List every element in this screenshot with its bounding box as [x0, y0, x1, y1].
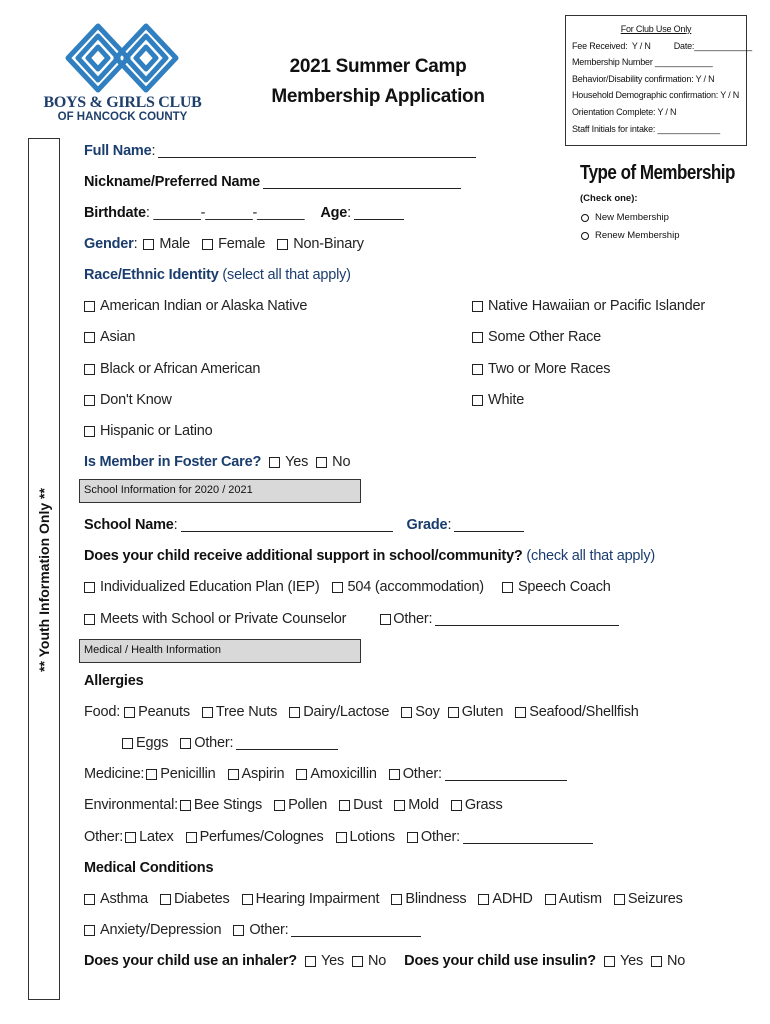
- check-one-note: (Check one):: [580, 193, 638, 204]
- school-name-label: School Name: [84, 517, 174, 533]
- race-option-left[interactable]: Black or African American: [84, 361, 260, 377]
- environmental-allergy-option[interactable]: Dust: [339, 797, 382, 813]
- club-logo-icon: [58, 18, 186, 98]
- race-option-left[interactable]: Hispanic or Latino: [84, 423, 212, 439]
- other-allergy-field[interactable]: [463, 831, 593, 844]
- food-allergy-row: [84, 704, 651, 720]
- checkbox-icon[interactable]: [228, 769, 239, 780]
- nickname-label: Nickname/Preferred Name: [84, 174, 260, 190]
- food-label: Food:: [84, 704, 121, 720]
- birthdate-row: Birthdate : ______-______-______ Age :: [84, 205, 404, 221]
- food-other-field[interactable]: [236, 737, 338, 750]
- checkbox-icon[interactable]: [332, 582, 343, 593]
- membership-type-title: Type of Membership: [580, 162, 735, 184]
- condition-option[interactable]: Asthma: [84, 891, 148, 907]
- birthdate-field[interactable]: : ______-______-______: [145, 205, 305, 221]
- checkbox-icon[interactable]: [380, 614, 391, 625]
- conditions-heading: Medical Conditions: [84, 860, 214, 876]
- checkbox-icon[interactable]: [233, 925, 244, 936]
- environmental-allergy-option[interactable]: Bee Stings: [180, 797, 262, 813]
- club-use-line: Fee Received: Y / N Date:____________: [572, 40, 752, 51]
- club-use-line: Behavior/Disability confirmation: Y / N: [572, 73, 715, 84]
- club-use-line: Household Demographic confirmation: Y / N: [572, 90, 740, 101]
- medical-section-header: Medical / Health Information: [79, 639, 361, 663]
- checkbox-icon[interactable]: [448, 707, 459, 718]
- checkbox-icon[interactable]: [274, 800, 285, 811]
- medicine-other-option[interactable]: Other:: [389, 766, 567, 782]
- title-line-1: 2021 Summer Camp: [289, 56, 467, 77]
- checkbox-icon[interactable]: [202, 239, 213, 250]
- checkbox-icon[interactable]: [651, 956, 662, 967]
- food-allergy-option[interactable]: Gluten: [448, 704, 504, 720]
- support-other-option[interactable]: Other:: [380, 611, 619, 627]
- support-other-field[interactable]: [435, 613, 619, 626]
- insulin-no-option[interactable]: No: [651, 953, 685, 969]
- checkbox-icon[interactable]: [124, 707, 135, 718]
- club-use-line: Staff Initials for intake: _____________: [572, 123, 720, 134]
- club-use-line: Orientation Complete: Y / N: [572, 106, 677, 117]
- food-allergy-option[interactable]: Seafood/Shellfish: [515, 704, 638, 720]
- checkbox-icon[interactable]: [277, 239, 288, 250]
- checkbox-icon[interactable]: [502, 582, 513, 593]
- checkbox-icon[interactable]: [84, 925, 95, 936]
- checkbox-icon[interactable]: [84, 582, 95, 593]
- condition-option[interactable]: ADHD: [478, 891, 532, 907]
- race-option-left[interactable]: Asian: [84, 329, 135, 345]
- medicine-allergy-option[interactable]: Aspirin: [228, 766, 285, 782]
- age-label: Age: [320, 205, 348, 221]
- full-name-label: Full Name: [84, 143, 152, 159]
- foster-care-row: [84, 454, 362, 470]
- food-allergy-option[interactable]: Peanuts: [124, 704, 190, 720]
- nickname-row: [84, 174, 461, 190]
- club-use-box: [565, 15, 752, 146]
- other-allergy-row: [84, 829, 605, 845]
- checkbox-icon[interactable]: [122, 738, 133, 749]
- other-allergy-option[interactable]: Lotions: [336, 829, 395, 845]
- food-allergy-option[interactable]: Dairy/Lactose: [289, 704, 389, 720]
- checkbox-icon[interactable]: [296, 769, 307, 780]
- medicine-allergy-option[interactable]: Amoxicillin: [296, 766, 376, 782]
- conditions-row-2: [84, 922, 433, 938]
- checkbox-icon[interactable]: [84, 364, 95, 375]
- full-name-field[interactable]: [158, 145, 476, 158]
- support-note: (check all that apply): [522, 548, 656, 564]
- race-option-right[interactable]: Some Other Race: [472, 329, 601, 345]
- conditions-heading-row: [84, 860, 213, 876]
- race-label: Race/Ethnic Identity: [84, 267, 219, 283]
- other-allergy-option[interactable]: Latex: [125, 829, 173, 845]
- support-question: Does your child receive additional support in school/community?: [84, 548, 523, 564]
- checkbox-icon[interactable]: [478, 894, 489, 905]
- race-option-right[interactable]: White: [472, 392, 524, 408]
- checkbox-icon[interactable]: [180, 800, 191, 811]
- gender-row: Gender : Male Female Non-Binary: [84, 236, 364, 252]
- condition-option[interactable]: Anxiety/Depression: [84, 922, 221, 938]
- club-use-heading: For Club Use Only: [620, 24, 692, 34]
- medicine-allergy-option[interactable]: Penicillin: [146, 766, 215, 782]
- school-name-row: School Name : Grade :: [84, 517, 524, 533]
- food-allergy-option[interactable]: Tree Nuts: [202, 704, 277, 720]
- checkbox-icon[interactable]: [84, 395, 95, 406]
- inhaler-no-option[interactable]: No: [352, 953, 386, 969]
- allergies-heading-row: [84, 673, 143, 689]
- org-name: BOYS & GIRLS CLUB: [43, 94, 202, 111]
- checkbox-icon[interactable]: [352, 956, 363, 967]
- environmental-allergy-option[interactable]: Grass: [451, 797, 503, 813]
- food-other-option[interactable]: Other:: [180, 735, 338, 751]
- condition-option[interactable]: Diabetes: [160, 891, 230, 907]
- gender-male-option[interactable]: Male: [143, 236, 190, 252]
- membership-renew-option[interactable]: Renew Membership: [581, 230, 679, 241]
- environmental-allergy-option[interactable]: Mold: [394, 797, 439, 813]
- org-subtitle: OF HANCOCK COUNTY: [57, 111, 188, 123]
- grade-field[interactable]: [454, 519, 524, 532]
- other-allergy-option[interactable]: Perfumes/Colognes: [186, 829, 324, 845]
- checkbox-icon[interactable]: [125, 832, 136, 843]
- support-iep-option[interactable]: Individualized Education Plan (IEP): [84, 579, 320, 595]
- checkbox-icon[interactable]: [401, 707, 412, 718]
- checkbox-icon[interactable]: [472, 395, 483, 406]
- support-question-row: [84, 548, 655, 564]
- checkbox-icon[interactable]: [389, 769, 400, 780]
- checkbox-icon[interactable]: [269, 457, 280, 468]
- sidebar-label: ** Youth Information Only **: [36, 488, 52, 672]
- checkbox-icon[interactable]: [472, 332, 483, 343]
- conditions-row: [84, 891, 695, 907]
- page-title: [258, 52, 498, 112]
- checkbox-icon[interactable]: [394, 800, 405, 811]
- foster-no-option[interactable]: No: [316, 454, 350, 470]
- checkbox-icon[interactable]: [84, 894, 95, 905]
- checkbox-icon[interactable]: [186, 832, 197, 843]
- checkbox-icon[interactable]: [336, 832, 347, 843]
- condition-option[interactable]: Seizures: [614, 891, 683, 907]
- support-options-row: [84, 579, 623, 595]
- gender-label: Gender: [84, 236, 134, 252]
- checkbox-icon[interactable]: [604, 956, 615, 967]
- title-line-2: Membership Application: [271, 86, 485, 107]
- environmental-label: Environmental:: [84, 797, 178, 813]
- inhaler-yes-option[interactable]: Yes: [305, 953, 344, 969]
- support-speech-option[interactable]: Speech Coach: [502, 579, 611, 595]
- checkbox-icon[interactable]: [316, 457, 327, 468]
- inhaler-question: Does your child use an inhaler?: [84, 953, 297, 969]
- checkbox-icon[interactable]: [202, 707, 213, 718]
- checkbox-icon[interactable]: [305, 956, 316, 967]
- environmental-allergy-option[interactable]: Pollen: [274, 797, 327, 813]
- checkbox-icon[interactable]: [146, 769, 157, 780]
- environmental-allergy-row: [84, 797, 515, 813]
- race-heading-row: [84, 267, 351, 283]
- support-counselor-option[interactable]: Meets with School or Private Counselor: [84, 611, 346, 627]
- foster-care-label: Is Member in Foster Care?: [84, 454, 262, 470]
- gender-female-option[interactable]: Female: [202, 236, 265, 252]
- checkbox-icon[interactable]: [614, 894, 625, 905]
- support-options-row-2: [84, 611, 631, 627]
- birthdate-label: Birthdate: [84, 205, 146, 221]
- checkbox-icon[interactable]: [472, 364, 483, 375]
- school-name-field[interactable]: [181, 519, 393, 532]
- checkbox-icon[interactable]: [242, 894, 253, 905]
- race-option-left[interactable]: Don't Know: [84, 392, 172, 408]
- membership-new-option[interactable]: New Membership: [581, 212, 669, 223]
- checkbox-icon[interactable]: [407, 832, 418, 843]
- checkbox-icon[interactable]: [180, 738, 191, 749]
- checkbox-icon[interactable]: [84, 332, 95, 343]
- gender-nonbinary-option[interactable]: Non-Binary: [277, 236, 364, 252]
- checkbox-icon[interactable]: [289, 707, 300, 718]
- insulin-question: Does your child use insulin?: [404, 953, 596, 969]
- inhaler-insulin-row: [84, 953, 697, 969]
- support-504-option[interactable]: 504 (accommodation): [332, 579, 484, 595]
- checkbox-icon[interactable]: [143, 239, 154, 250]
- radio-circle-icon[interactable]: [581, 232, 589, 240]
- radio-circle-icon[interactable]: [581, 214, 589, 222]
- grade-label: Grade: [406, 517, 448, 533]
- condition-other-option[interactable]: Other:: [233, 922, 421, 938]
- checkbox-icon[interactable]: [84, 614, 95, 625]
- food-allergy-option[interactable]: Soy: [401, 704, 439, 720]
- food-allergy-row-2: [122, 735, 350, 751]
- race-option-right[interactable]: Two or More Races: [472, 361, 610, 377]
- medicine-allergy-row: [84, 766, 579, 782]
- checkbox-icon[interactable]: [515, 707, 526, 718]
- checkbox-icon[interactable]: [391, 894, 402, 905]
- checkbox-icon[interactable]: [545, 894, 556, 905]
- checkbox-icon[interactable]: [84, 426, 95, 437]
- other-allergy-other-option[interactable]: Other:: [407, 829, 593, 845]
- food-allergy-option[interactable]: Eggs: [122, 735, 168, 751]
- condition-option[interactable]: Autism: [545, 891, 602, 907]
- insulin-yes-option[interactable]: Yes: [604, 953, 643, 969]
- age-field[interactable]: [354, 207, 404, 220]
- other-allergy-label: Other:: [84, 829, 124, 845]
- checkbox-icon[interactable]: [472, 301, 483, 312]
- full-name-row: Full Name :: [84, 143, 476, 159]
- club-use-line: Membership Number ____________: [572, 57, 713, 68]
- medicine-label: Medicine:: [84, 766, 145, 782]
- school-section-header: School Information for 2020 / 2021: [79, 479, 361, 503]
- checkbox-icon[interactable]: [160, 894, 171, 905]
- condition-other-field[interactable]: [291, 924, 421, 937]
- race-option-right[interactable]: Native Hawaiian or Pacific Islander: [472, 298, 705, 314]
- condition-option[interactable]: Blindness: [391, 891, 466, 907]
- medicine-other-field[interactable]: [445, 768, 567, 781]
- checkbox-icon[interactable]: [339, 800, 350, 811]
- checkbox-icon[interactable]: [84, 301, 95, 312]
- condition-option[interactable]: Hearing Impairment: [242, 891, 380, 907]
- race-option-left[interactable]: American Indian or Alaska Native: [84, 298, 307, 314]
- checkbox-icon[interactable]: [451, 800, 462, 811]
- race-note: (select all that apply): [218, 267, 351, 283]
- allergies-heading: Allergies: [84, 673, 144, 689]
- foster-yes-option[interactable]: Yes: [269, 454, 308, 470]
- nickname-field[interactable]: [263, 176, 461, 189]
